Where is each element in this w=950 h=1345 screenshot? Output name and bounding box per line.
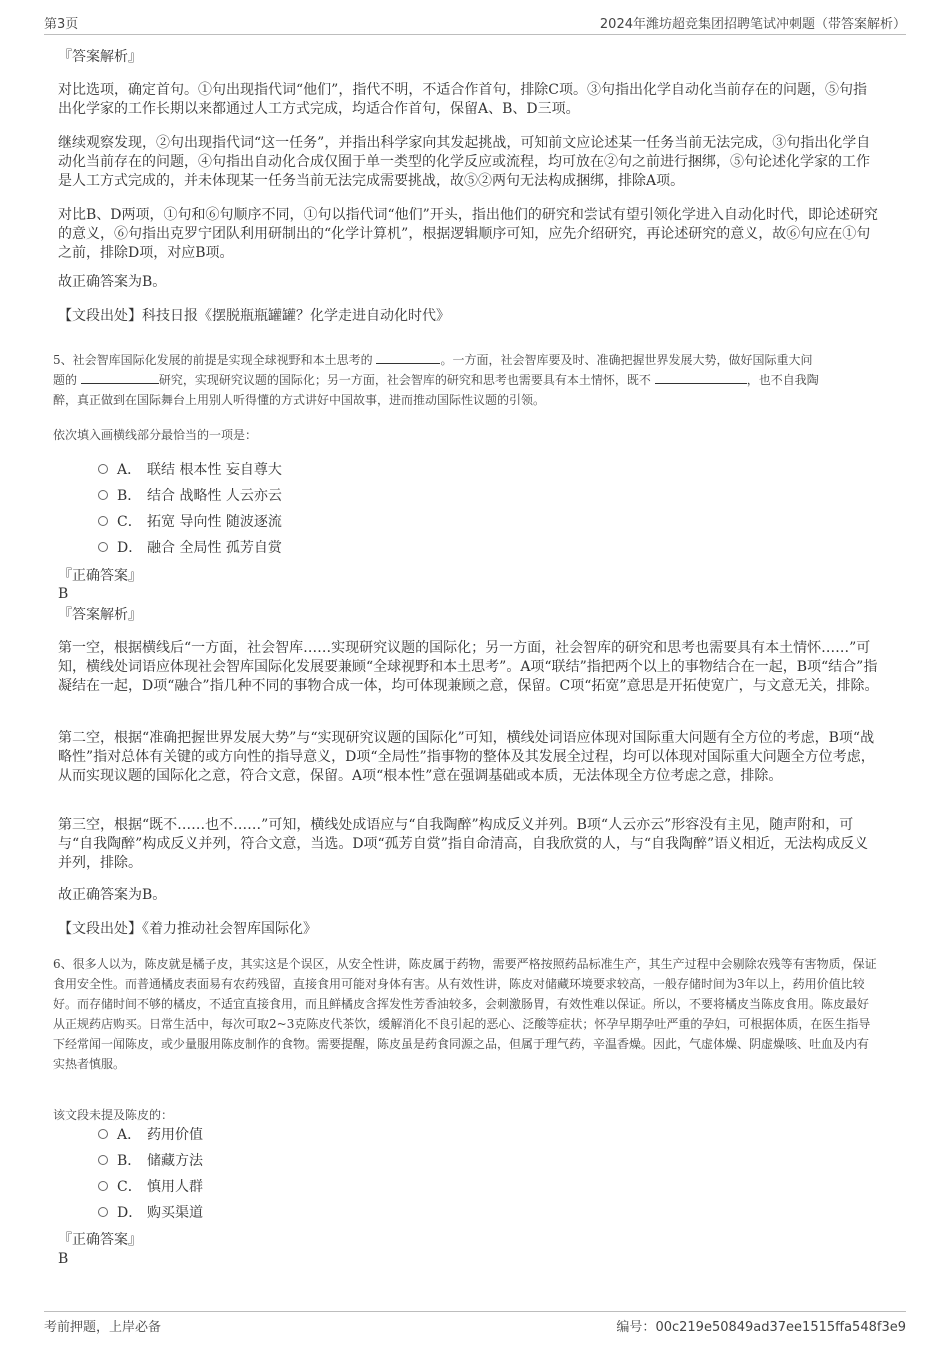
q5-stem-text: 。一方面，社会智库要及时、准确把握世界发展大势，做好国际重大问 bbox=[440, 353, 813, 367]
footer-code-value: 00c219e50849ad37ee1515ffa548f3e9 bbox=[655, 1320, 906, 1335]
q4-conclusion: 故正确答案为B。 bbox=[58, 274, 167, 290]
radio-icon[interactable] bbox=[98, 1129, 108, 1139]
q5-source: 【文段出处】《着力推动社会智库国际化》 bbox=[58, 921, 317, 937]
q5-stem bbox=[53, 350, 880, 410]
q5-stem-text: 5、社会智库国际化发展的前提是实现全球视野和本土思考的 bbox=[53, 353, 373, 367]
radio-icon[interactable] bbox=[98, 1181, 108, 1191]
q6-answer: B bbox=[58, 1251, 69, 1267]
q4-analysis-para-2: 继续观察发现，②句出现指代词“这一任务”，并指出科学家向其发起挑战，可知前文应论述某一任务当前无法完成，③句指出化学自动化当前存在的问题，④句指出自动化合成仅囿于单一类型的化学反应或流程，均可放在②句之前进行捆绑，⑤句论述化学家的工作是人工方式完成的，并未体现某一任务当前无法完成需要挑战，故⑤②两句无法构成捆绑，排除A项。 bbox=[58, 135, 871, 189]
q4-analysis-para-1: 对比选项，确定首句。①句出现指代词“他们”，指代不明，不适合作首句，排除C项。③句指出化学自动化当前存在的问题，⑤句指出化学家的工作长期以来都通过人工方式完成，均适合作首句，保留A、B、D三项。 bbox=[58, 82, 868, 117]
q5-analysis-para-2: 第二空，根据“准确把握世界发展大势”与“实现研究议题的国际化”可知，横线处词语应体现对国际重大问题有全方位的考虑，B项“战略性”指对总体有关键的或方向性的指导意义，D项“全局性”指事物的整体及其发展全过程，均可以体现对国际重大问题全方位考虑，从而实现议题的国际化之意，符合文意，保留。A项“根本性”意在强调基础或本质，无法体现全方位考虑之意，排除。 bbox=[58, 730, 875, 784]
q5-option-d[interactable]: D． 融合 全局性 孤芳自赏 bbox=[98, 539, 282, 557]
q6-answer-label: 『正确答案』 bbox=[58, 1232, 142, 1248]
radio-icon[interactable] bbox=[98, 490, 108, 500]
q5-prompt: 依次填入画横线部分最恰当的一项是： bbox=[53, 428, 258, 442]
radio-icon[interactable] bbox=[98, 542, 108, 552]
radio-icon[interactable] bbox=[98, 1207, 108, 1217]
q6-stem: 6、很多人以为，陈皮就是橘子皮，其实这是个误区，从安全性讲，陈皮属于药物，需要严格按照药品标准生产，其生产过程中会剔除农残等有害物质，保证食用安全性。而普通橘皮表面易有农药残留，直接食用可能对身体有害。从有效性讲，陈皮对储藏环境要求较高，一般存储时间为3年以上，药用价值比较好。而存储时间不够的橘皮，不适宜直接食用，而且鲜橘皮含挥发性芳香油较多，会刺激肠胃，有效性难以保证。所以，不要将橘皮当陈皮食用。陈皮最好从正规药店购买。日常生活中，每次可取2~3克陈皮代茶饮，缓解消化不良引起的恶心、泛酸等症状；怀孕早期孕吐严重的孕妇，可根据体质，在医生指导下经常闻一闻陈皮，或少量服用陈皮制作的食物。需要提醒，陈皮虽是药食同源之品，但属于理气药，辛温香燥。因此，气虚体燥、阴虚燥咳、吐血及内有实热者慎服。 bbox=[53, 957, 877, 1071]
q5-analysis-para-1: 第一空，根据横线后“一方面，社会智库……实现研究议题的国际化；另一方面，社会智库的研究和思考也需要具有本土情怀……”可知，横线处词语应体现社会智库国际化发展要兼顾“全球视野和本土思考”。A项“联结”指把两个以上的事物结合在一起，B项“结合”指凝结在一起，D项“融合”指几种不同的事物合成一体，均可体现兼顾之意，保留。C项“拓宽”意思是开拓使宽广，与文意无关，排除。 bbox=[58, 640, 879, 694]
q6-option-c[interactable]: C． 慎用人群 bbox=[98, 1178, 203, 1196]
q4-analysis-para-3: 对比B、D两项，①句和⑥句顺序不同，①句以指代词“他们”开头，指出他们的研究和尝试有望引领化学进入自动化时代，即论述研究的意义，⑥句指出克罗宁团队利用研制出的“化学计算机”，根据逻辑顺序可知，应先介绍研究，再论述研究的意义，故⑥句应在①句之前，排除D项，对应B项。 bbox=[58, 207, 878, 261]
footer-code-label: 编号： bbox=[616, 1320, 656, 1335]
q6-option-a[interactable]: A． 药用价值 bbox=[98, 1126, 203, 1144]
q5-stem-text: ，也不自我陶 bbox=[746, 373, 819, 387]
page-footer bbox=[44, 1311, 906, 1336]
q5-answer: B bbox=[58, 586, 69, 602]
radio-icon[interactable] bbox=[98, 1155, 108, 1165]
q5-blank-2 bbox=[81, 371, 159, 384]
q5-stem-text: 醉，真正做到在国际舞台上用别人听得懂的方式讲好中国故事，进而推动国际性议题的引领。 bbox=[53, 393, 546, 407]
footer-slogan: 考前押题，上岸必备 bbox=[44, 1320, 162, 1335]
q6-prompt: 该文段未提及陈皮的： bbox=[53, 1108, 174, 1122]
q4-analysis-label: 『答案解析』 bbox=[58, 49, 142, 65]
radio-icon[interactable] bbox=[98, 464, 108, 474]
q5-option-c[interactable]: C． 拓宽 导向性 随波逐流 bbox=[98, 513, 282, 531]
document-title: 2024年潍坊超竞集团招聘笔试冲刺题（带答案解析） bbox=[599, 17, 906, 32]
q5-blank-1 bbox=[376, 351, 440, 364]
q5-analysis-label: 『答案解析』 bbox=[58, 607, 142, 623]
page-number: 第3页 bbox=[44, 17, 79, 32]
q5-answer-label: 『正确答案』 bbox=[58, 568, 142, 584]
radio-icon[interactable] bbox=[98, 516, 108, 526]
q5-option-b[interactable]: B． 结合 战略性 人云亦云 bbox=[98, 487, 282, 505]
page-header bbox=[44, 10, 906, 35]
q5-stem-text: 研究，实现研究议题的国际化；另一方面，社会智库的研究和思考也需要具有本土情怀，既不 bbox=[158, 373, 651, 387]
q6-option-b[interactable]: B． 储藏方法 bbox=[98, 1152, 203, 1170]
q5-option-a[interactable]: A． 联结 根本性 妄自尊大 bbox=[98, 461, 282, 479]
q5-conclusion: 故正确答案为B。 bbox=[58, 887, 167, 903]
q6-option-d[interactable]: D． 购买渠道 bbox=[98, 1204, 203, 1222]
q5-analysis-para-3: 第三空，根据“既不……也不……”可知，横线处成语应与“自我陶醉”构成反义并列。B项“人云亦云”形容没有主见，随声附和，可与“自我陶醉”构成反义并列，符合文意，当选。D项“孤芳自赏”指自命清高，自我欣赏的人，与“自我陶醉”语义相近，无法构成反义并列，排除。 bbox=[58, 817, 869, 871]
q5-stem-text: 题的 bbox=[53, 373, 78, 387]
q5-blank-3 bbox=[655, 371, 747, 384]
footer-code bbox=[616, 1316, 906, 1335]
q4-source: 【文段出处】科技日报《摆脱瓶瓶罐罐？化学走进自动化时代》 bbox=[58, 308, 450, 324]
